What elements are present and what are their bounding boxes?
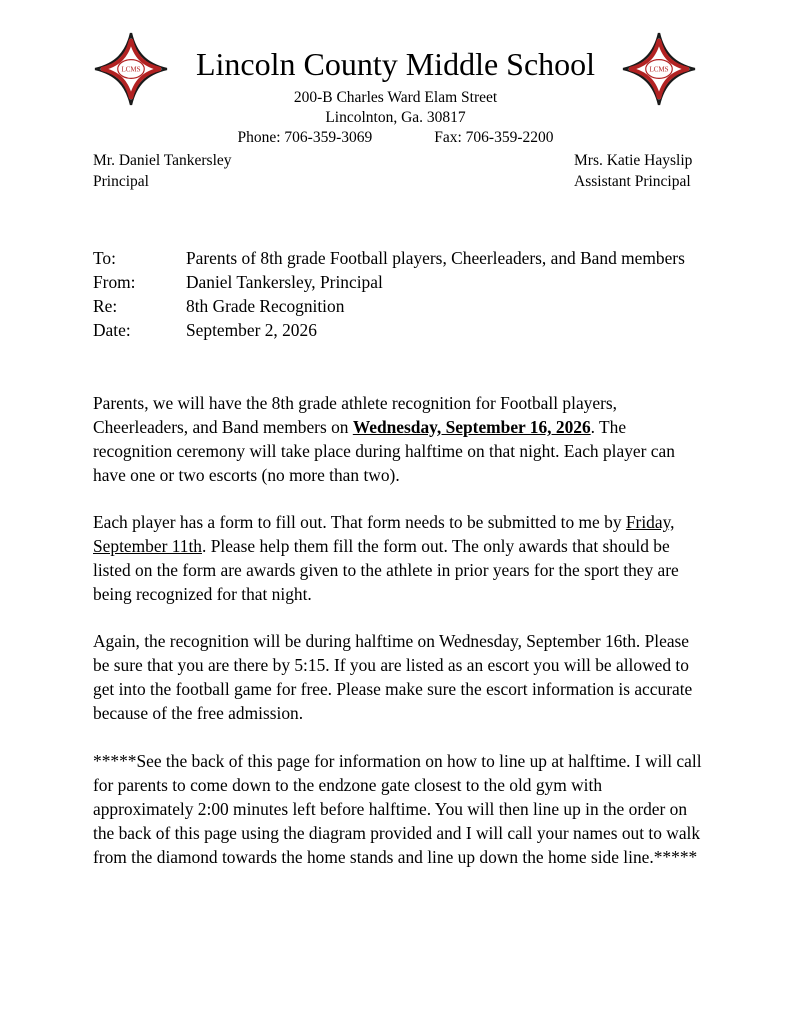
memo-re-row xyxy=(93,294,693,318)
event-date-emphasis: Wednesday, September 16, 2026 xyxy=(352,417,591,437)
address-line-2: Lincolnton, Ga. 30817 xyxy=(325,109,466,126)
svg-text:LCMS: LCMS xyxy=(649,65,669,74)
contact-line xyxy=(0,128,791,148)
memo-from-label: From: xyxy=(93,272,136,292)
assistant-principal-name: Mrs. Katie Hayslip xyxy=(574,152,693,169)
memo-date-value: September 2, 2026 xyxy=(186,320,317,340)
memo-re-value: 8th Grade Recognition xyxy=(186,296,345,316)
paragraph-2-rest: . Please help them fill the form out. The only awards that should be listed on the form are awards given to the athlete in prior years for the sport they are being recognized for that night. xyxy=(93,536,679,604)
svg-text:LCMS: LCMS xyxy=(121,65,141,74)
memo-re-label: Re: xyxy=(93,296,118,316)
paragraph-arrival-escorts: Again, the recognition will be during halftime on Wednesday, September 16th. Please be sure that you are there by 5:15. If you are listed as an escort you will be allowed to get into the football game for free. Please make sure the escort information is accurate because of the free admission. xyxy=(93,631,693,723)
phone-number: Phone: 706-359-3069 xyxy=(237,129,373,146)
memo-date-label: Date: xyxy=(93,320,131,340)
principal-title: Principal xyxy=(93,173,149,190)
paragraph-1-rest: . The recognition ceremony will take place during halftime on that night. Each player can have one or two escorts (no more than two). xyxy=(93,417,675,485)
memo-header xyxy=(93,246,693,342)
memo-date-row xyxy=(93,318,693,342)
paragraph-form-deadline xyxy=(93,510,703,606)
address-line-1: 200-B Charles Ward Elam Street xyxy=(293,89,498,106)
paragraph-1-intro: Parents, we will have the 8th grade athlete recognition for Football players, Cheerleaders, and Band members on xyxy=(93,393,617,437)
memo-to-row xyxy=(93,246,693,270)
paragraph-lineup-instructions: *****See the back of this page for information on how to line up at halftime. I will call for parents to come down to the endzone gate closest to the old gym with approximately 2:00 minutes left before halftime. You will then line up in the order on the back of this page using the diagram provided and I will call your names out to walk from the diamond towards the home stands and line up down the home side line.***** xyxy=(93,751,702,867)
assistant-principal-block xyxy=(574,150,692,192)
principal-name: Mr. Daniel Tankersley xyxy=(93,152,232,169)
memo-from-value: Daniel Tankersley, Principal xyxy=(186,272,383,292)
memo-from-row xyxy=(93,270,693,294)
fax-number: Fax: 706-359-2200 xyxy=(434,129,554,146)
school-name-heading: Lincoln County Middle School xyxy=(195,46,596,82)
paragraph-2-intro: Each player has a form to fill out. That form needs to be submitted to me by xyxy=(93,512,626,532)
memo-to-label: To: xyxy=(93,248,116,268)
principal-block xyxy=(93,150,232,192)
form-deadline-emphasis: Friday, September 11th xyxy=(93,512,675,556)
paragraph-recognition-date xyxy=(93,391,703,487)
assistant-principal-title: Assistant Principal xyxy=(574,173,691,190)
memo-to-value: Parents of 8th grade Football players, Cheerleaders, and Band members xyxy=(186,248,685,268)
